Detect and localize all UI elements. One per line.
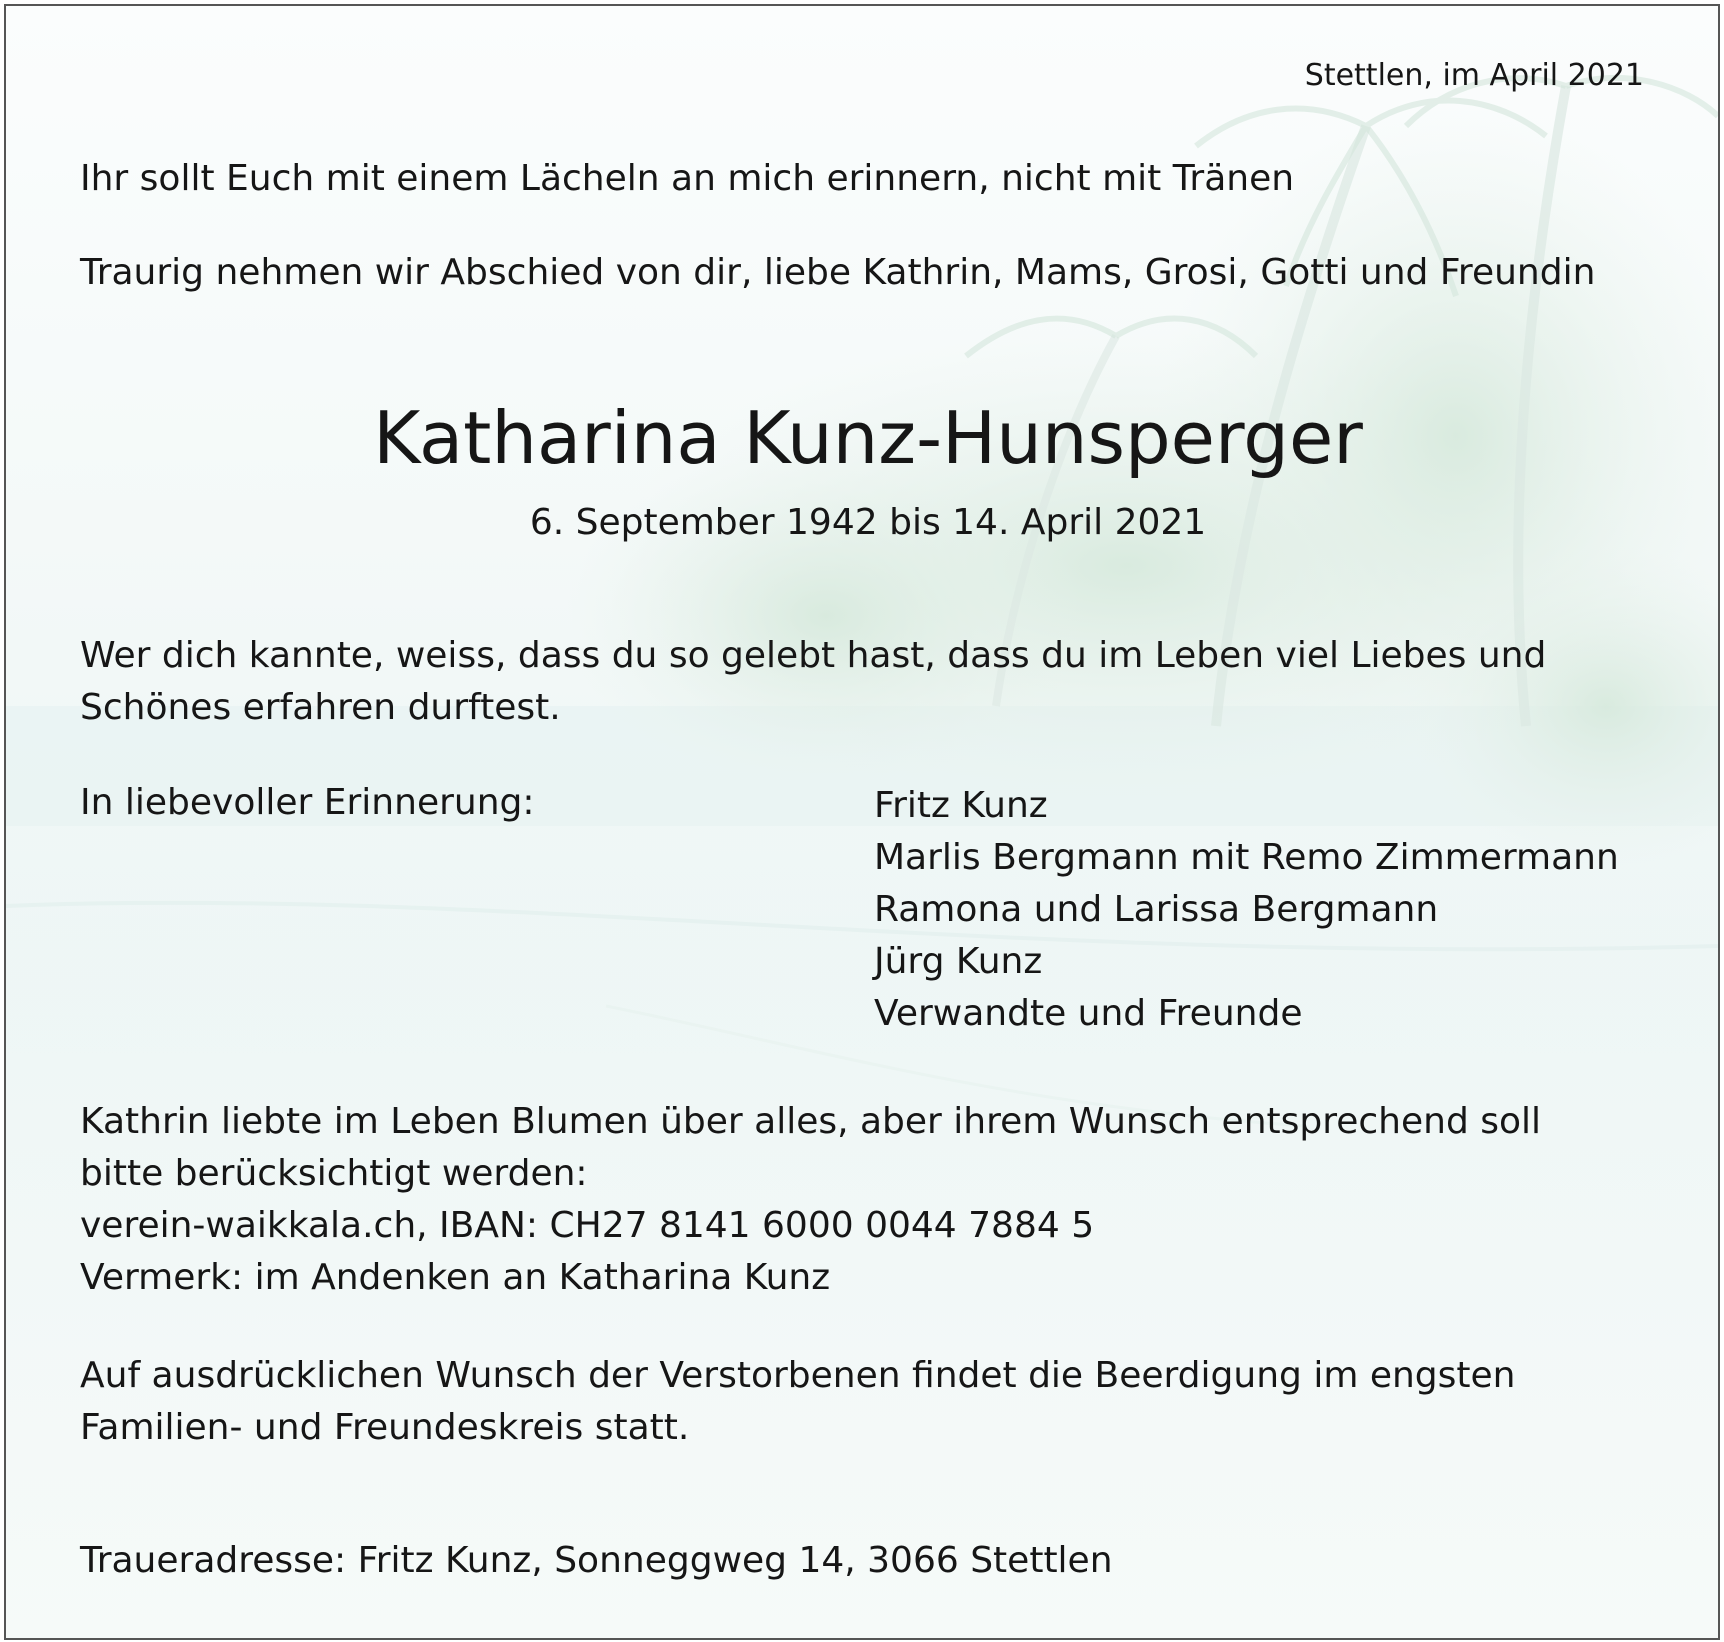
funeral-paragraph: Auf ausdrücklichen Wunsch der Verstorbenen findet die Beerdigung im engsten Familien- und Freundeskreis statt.: [80, 1355, 1516, 1448]
flowers-donation-paragraph: [80, 1096, 1660, 1304]
mourner-item: Marlis Bergmann mit Remo Zimmermann: [874, 837, 1619, 878]
mourner-item: Jürg Kunz: [874, 941, 1043, 982]
farewell-line: Traurig nehmen wir Abschied von dir, liebe Kathrin, Mams, Grosi, Gotti und Freundin: [80, 252, 1596, 293]
memorial-quote: Ihr sollt Euch mit einem Lächeln an mich erinnern, nicht mit Tränen: [80, 158, 1295, 199]
mourning-address: Traueradresse: Fritz Kunz, Sonneggweg 14, 3066 Stettlen: [80, 1540, 1113, 1581]
life-dates: 6. September 1942 bis 14. April 2021: [529, 502, 1207, 543]
donation-note-line: Vermerk: im Andenken an Katharina Kunz: [80, 1257, 831, 1298]
donation-iban-line: verein-waikkala.ch, IBAN: CH27 8141 6000 0044 7884 5: [80, 1205, 1095, 1246]
obituary-card: [4, 4, 1720, 1640]
mourner-item: Fritz Kunz: [874, 785, 1048, 826]
mourner-item: Ramona und Larissa Bergmann: [874, 889, 1439, 930]
place-and-date: Stettlen, im April 2021: [1304, 58, 1644, 93]
flowers-line: bitte berücksichtigt werden:: [80, 1153, 588, 1194]
mourner-item: Verwandte und Freunde: [874, 993, 1303, 1034]
flowers-line: Kathrin liebte im Leben Blumen über alles, aber ihrem Wunsch entsprechend soll: [80, 1101, 1542, 1142]
deceased-name: Katharina Kunz-Hunsperger: [373, 396, 1363, 480]
mourners-list: [874, 780, 1619, 1040]
life-paragraph: Wer dich kannte, weiss, dass du so gelebt hast, dass du im Leben viel Liebes und Schönes erfahren durftest.: [80, 635, 1547, 728]
memory-label: In liebevoller Erinnerung:: [80, 782, 535, 823]
